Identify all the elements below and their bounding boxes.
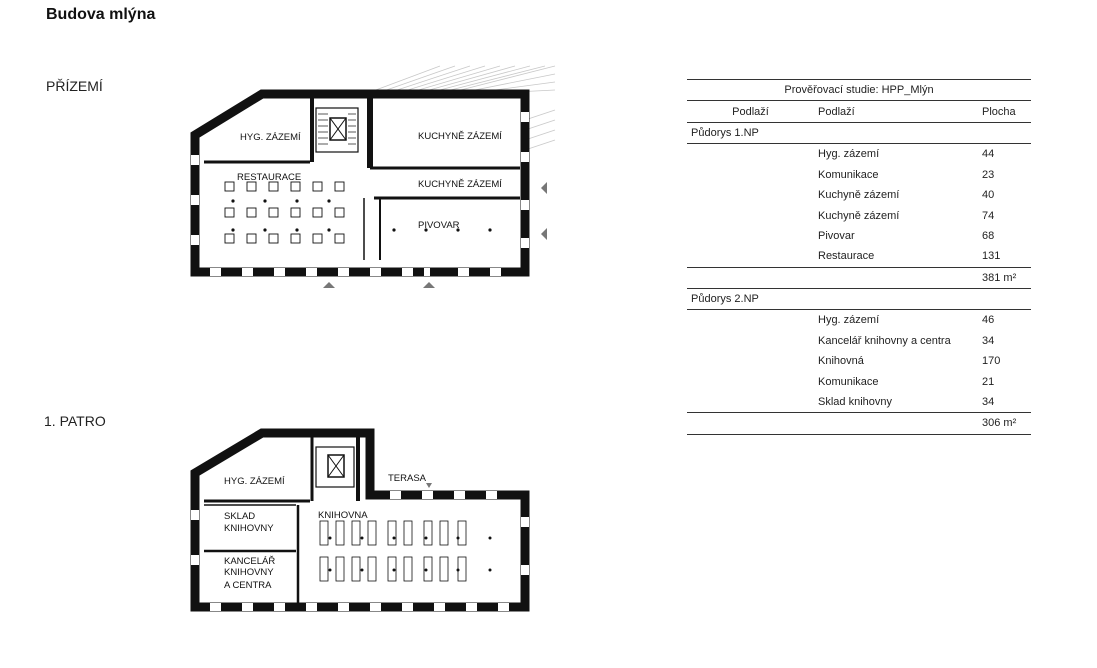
room-cell: Komunikace [818, 168, 879, 181]
first-floor-plan [190, 425, 540, 615]
room-label-pivovar: PIVOVAR [418, 220, 460, 231]
group-name: Půdorys 1.NP [687, 122, 1031, 143]
room-label-restaurace: RESTAURACE [237, 172, 302, 183]
ground-floor-plan [190, 60, 560, 295]
room-label-hyg-1: HYG. ZÁZEMÍ [224, 476, 285, 487]
ground-floor-label: PŘÍZEMÍ [46, 78, 103, 94]
table-row [687, 351, 1031, 371]
room-label-kancelar-3: A CENTRA [224, 580, 272, 591]
table-row [687, 392, 1031, 413]
restaurant-tables [225, 182, 344, 243]
header-podlazi-2: Podlaží [814, 101, 979, 122]
bookshelves [320, 521, 466, 581]
table-caption: Prověřovací studie: HPP_Mlýn [687, 80, 1031, 101]
room-cell: Pivovar [818, 229, 855, 242]
area-cell: 44 [982, 148, 995, 161]
room-cell: Komunikace [818, 375, 879, 388]
header-podlazi-1: Podlaží [687, 101, 814, 122]
room-cell: Knihovná [818, 355, 864, 368]
area-cell: 23 [982, 168, 995, 181]
room-label-sklad-1: SKLAD [224, 511, 256, 522]
area-cell: 74 [982, 209, 995, 222]
table-row [687, 371, 1031, 391]
columns-1 [329, 537, 492, 572]
room-cell: Sklad knihovny [818, 396, 892, 409]
room-label-terasa: TERASA [388, 473, 427, 484]
area-cell: 40 [982, 189, 995, 202]
room-label-kancelar-2: KNIHOVNY [224, 567, 274, 578]
header-plocha: Plocha [979, 101, 1031, 122]
room-label-knihovna: KNIHOVNA [318, 510, 368, 521]
group-name: Půdorys 2.NP [687, 288, 1031, 309]
stair-core [316, 108, 358, 152]
table-row [687, 185, 1031, 205]
room-cell: Hyg. zázemí [818, 314, 880, 327]
stair-core-1 [316, 447, 354, 487]
group-total: 381 m² [979, 267, 1031, 288]
table-row [687, 310, 1031, 331]
room-label-sklad-2: KNIHOVNY [224, 523, 274, 534]
area-cell: 131 [982, 250, 1001, 263]
first-floor-label: 1. PATRO [44, 413, 106, 429]
area-cell: 21 [982, 375, 995, 388]
table-row [687, 205, 1031, 225]
hpp-table [687, 79, 1031, 435]
room-label-kuchyne-2: KUCHYNĚ ZÁZEMÍ [418, 179, 502, 190]
table-row [687, 144, 1031, 165]
room-label-kancelar-1: KANCELÁŘ [224, 556, 276, 567]
room-cell: Kuchyně zázemí [818, 189, 900, 202]
area-cell: 68 [982, 229, 995, 242]
group-total: 306 m² [979, 413, 1031, 434]
table-row [687, 165, 1031, 185]
table-row [687, 331, 1031, 351]
area-cell: 170 [982, 355, 1001, 368]
room-cell: Kuchyně zázemí [818, 209, 900, 222]
room-cell: Kancelář knihovny a centra [818, 334, 951, 347]
room-cell: Hyg. zázemí [818, 148, 880, 161]
room-label-hyg: HYG. ZÁZEMÍ [240, 132, 301, 143]
page-title: Budova mlýna [46, 6, 156, 23]
area-cell: 46 [982, 314, 995, 327]
room-label-kuchyne-1: KUCHYNĚ ZÁZEMÍ [418, 131, 502, 142]
terasa-arrow [426, 483, 432, 488]
table-row [687, 226, 1031, 246]
table-row [687, 246, 1031, 267]
room-cell: Restaurace [818, 250, 875, 263]
area-cell: 34 [982, 334, 995, 347]
area-cell: 34 [982, 396, 995, 409]
